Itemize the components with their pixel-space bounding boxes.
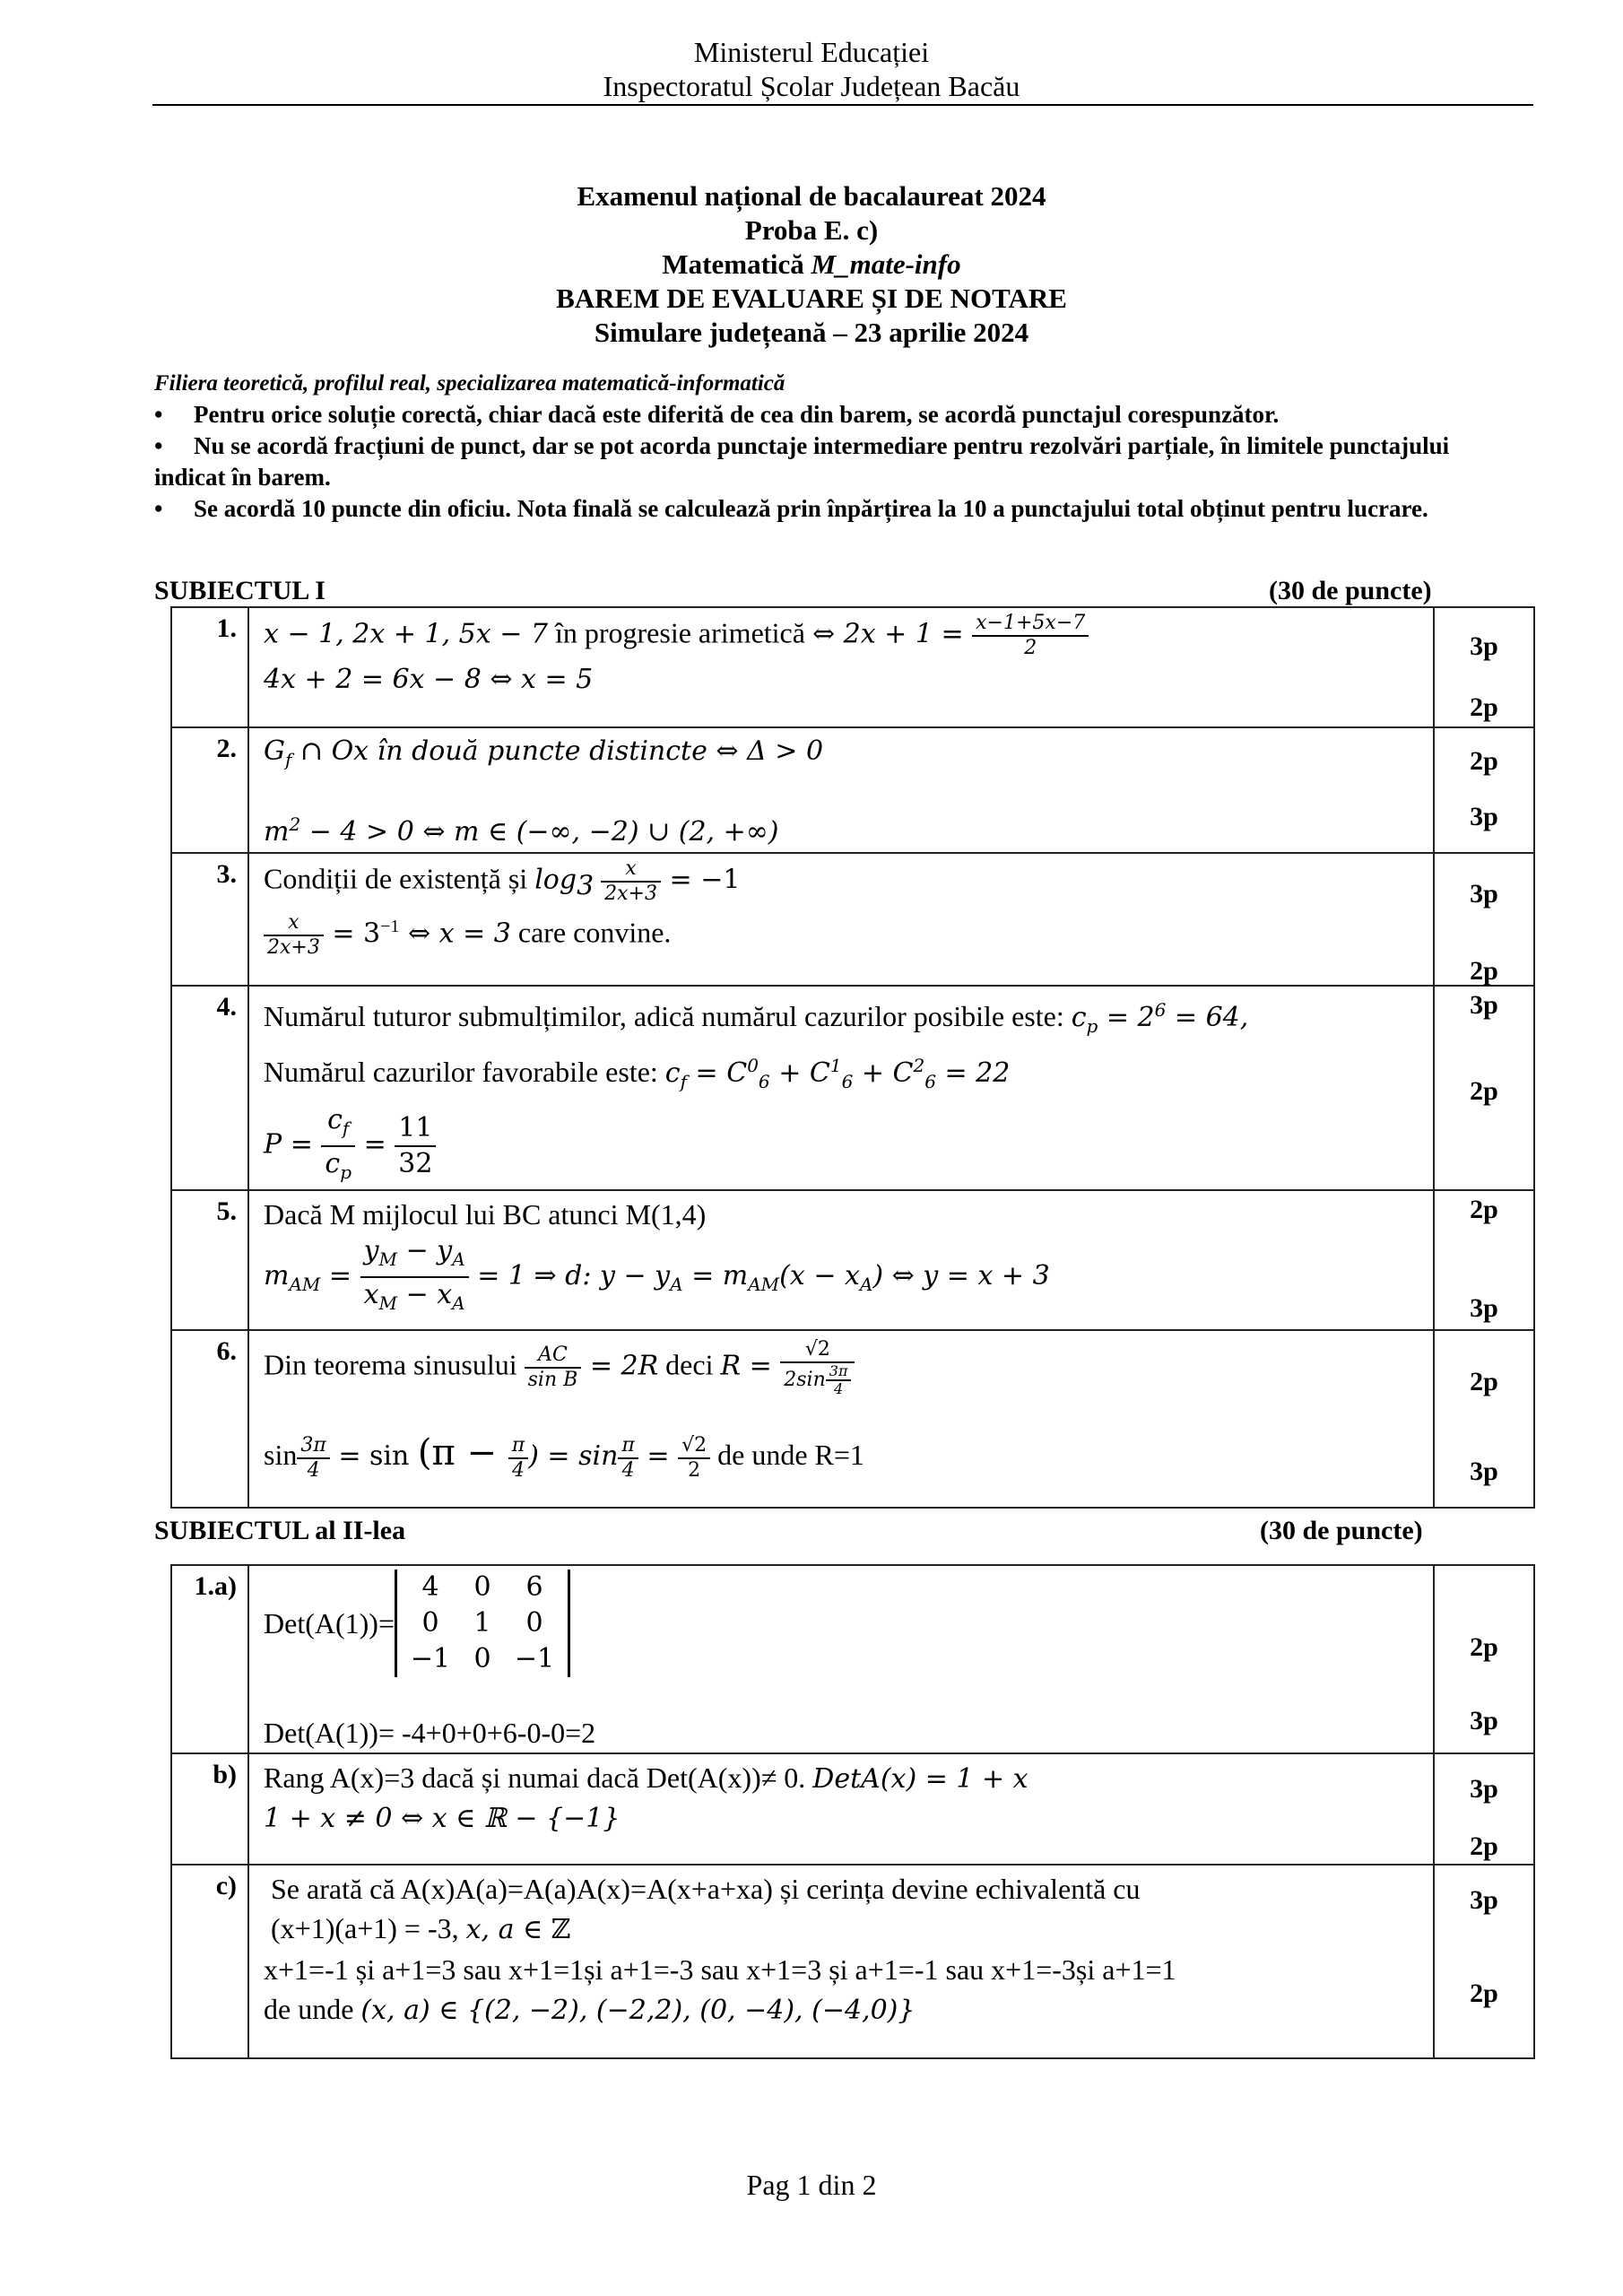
matrix-cell: 6 — [525, 1571, 543, 1603]
points-value: 2p — [1470, 1831, 1498, 1861]
bullet-1: • Pentru orice soluție corectă, chiar dacă este diferită de cea din barem, se acordă punctajul corespunzător. — [154, 401, 1280, 428]
item-number: 6. — [171, 1330, 248, 1508]
page-number: Pag 1 din 2 — [746, 2169, 877, 2201]
item-content: $G_f$ ∩ Ox în două puncte distincte ⇔ Δ > 0 $m^2 - 4 > 0$ ⇔ m ∈ (−∞, −2) ∪ (2, +∞) — [248, 727, 1434, 853]
item-number: 5. — [171, 1190, 248, 1330]
fraction: √2 2sin $\frac{3\pi}{4}$ — [780, 1338, 855, 1397]
bullet-3: • Se acordă 10 puncte din oficiu. Nota finală se calculează prin înpărțirea la 10 a punctajului total obținut pentru lucrare. — [154, 495, 1428, 522]
subject1-title: SUBIECTUL I — [154, 576, 325, 605]
item-content: Se arată că A(x)A(a)=A(a)A(x)=A(x+a+xa) și cerința devine echivalentă cu (x+1)(a+1) = -3, x, a ∈ ℤ x+1=-1 și a+1=3 sau x+1=1și a+1=-3 sau x+1=3 și a+1=-1 sau x+1=-3și a+1=1 de unde (x, a) ∈ {(2, −2), (−2,2), (0, −4), (−4,0)} — [248, 1865, 1434, 2058]
subject2-title: SUBIECTUL al II-lea — [154, 1516, 406, 1545]
fraction: $\frac{√2}{2}$ — [678, 1434, 710, 1483]
item-number: 2. — [171, 727, 248, 853]
matrix-cell: −1 — [410, 1643, 451, 1674]
matrix-cell: 0 — [525, 1607, 543, 1639]
matrix-cell: 1 — [473, 1607, 491, 1639]
points-value: 2p — [1470, 1195, 1498, 1224]
points-value: 3p — [1470, 990, 1498, 1020]
table-row — [171, 1330, 1534, 1508]
points-value: 2p — [1470, 746, 1498, 776]
points-cell — [1434, 1753, 1534, 1865]
points-value: 3p — [1470, 802, 1498, 831]
item-number: 4. — [171, 986, 248, 1190]
points-value: 3p — [1470, 1457, 1498, 1486]
simulation-date: Simulare județeană – 23 aprilie 2024 — [594, 317, 1029, 348]
table-row — [171, 853, 1534, 986]
filiera-text: Filiera teoretică, profilul real, specializarea matematică-informatică — [154, 371, 785, 396]
points-cell — [1434, 1330, 1534, 1508]
points-cell — [1434, 853, 1534, 986]
points-value: 2p — [1470, 1979, 1498, 2008]
fraction: $\frac{y_M - y_A}{x_M - x_A}$ — [360, 1234, 469, 1320]
points-cell — [1434, 727, 1534, 853]
intro-block — [154, 368, 1481, 525]
subject2-points: (30 de puncte) — [1260, 1516, 1423, 1545]
item-number: b) — [171, 1753, 248, 1865]
item-content: Din teorema sinusului $\frac{AC}{\text{sin B}}$ = 2R deci R = √2 2sin $\frac{3\pi}{4}$ sin $\frac{3\pi}{4}$ = sin (π − $\frac{\pi}{4}$ ) = sin $\frac{\pi}{4}$ = $\frac{√2}{2}$ de unde R=1 — [248, 1330, 1434, 1508]
points-cell — [1434, 1190, 1534, 1330]
header-rule — [152, 104, 1533, 106]
fraction: $\frac{AC}{\text{sin B}}$ — [525, 1344, 582, 1392]
bullet-2: • Nu se acordă fracțiuni de punct, dar se pot acorda punctaje intermediare pentru rezolvări parțiale, în limitele punctajului indicat în barem. — [154, 432, 1450, 491]
exam-subject: Matematică M_mate-info — [662, 248, 961, 280]
matrix-cell: −1 — [514, 1643, 555, 1674]
fraction: $\frac{11}{32}$ — [395, 1111, 436, 1181]
item-content: Condiții de existență și $\log_3$ $\frac{x}{2x+3}$ = −1 $\frac{x}{2x+3}$ = $3^{-1}$ ⇔ x = 3 care convine. — [248, 853, 1434, 986]
points-value: 3p — [1470, 631, 1498, 661]
exam-title: Examenul național de bacalaureat 2024 — [577, 180, 1046, 212]
ministry-name: Ministerul Educației — [693, 36, 930, 68]
points-value: 3p — [1470, 879, 1498, 909]
item-number: 1.a) — [171, 1565, 248, 1753]
table-row — [171, 727, 1534, 853]
subject1-table — [170, 606, 1535, 1509]
table-row — [171, 607, 1534, 727]
item-number: c) — [171, 1865, 248, 2058]
fraction: $\frac{x-1+5x-7}{2}$ — [972, 612, 1089, 660]
item-number: 1. — [171, 607, 248, 727]
points-value: 3p — [1470, 1706, 1498, 1735]
points-value: 2p — [1470, 1367, 1498, 1396]
points-value: 3p — [1470, 1293, 1498, 1323]
fraction: $\frac{3\pi}{4}$ — [297, 1434, 329, 1483]
item-number: 3. — [171, 853, 248, 986]
matrix-cell: 4 — [421, 1571, 439, 1603]
exam-probe: Proba E. c) — [744, 214, 879, 246]
matrix-cell: 0 — [421, 1607, 439, 1639]
fraction: $\frac{c_f}{c_p}$ — [321, 1103, 355, 1189]
points-cell — [1434, 1865, 1534, 2058]
table-row — [171, 1753, 1534, 1865]
points-value: 3p — [1470, 1774, 1498, 1804]
points-cell — [1434, 986, 1534, 1190]
item-content: Dacă M mijlocul lui BC atunci M(1,4) $m_{AM}$ = $\frac{y_M - y_A}{x_M - x_A}$ = 1 ⇒ d: $y - y_A = m_{AM}(x - x_A)$ ⇔ y = x + 3 — [248, 1190, 1434, 1330]
determinant-matrix — [395, 1570, 570, 1677]
subject2-table — [170, 1564, 1535, 2059]
matrix-cell: 0 — [473, 1571, 491, 1603]
table-row — [171, 1190, 1534, 1330]
fraction: $\frac{x}{2x+3}$ — [264, 911, 324, 960]
matrix-cell: 0 — [473, 1643, 491, 1674]
points-value: 2p — [1470, 956, 1498, 986]
fraction: $\frac{\pi}{4}$ — [508, 1434, 528, 1483]
table-row — [171, 1865, 1534, 2058]
inspectorate-name: Inspectoratul Școlar Județean Bacău — [603, 70, 1020, 102]
barem-title: BAREM DE EVALUARE ȘI DE NOTARE — [556, 283, 1067, 314]
item-content: x − 1, 2x + 1, 5x − 7 în progresie arimetică ⇔ 2x + 1 = $\frac{x-1+5x-7}{2}$ 4x + 2 = 6x − 8 ⇔ x = 5 — [248, 607, 1434, 727]
points-value: 3p — [1470, 1885, 1498, 1915]
item-content: Det(A(1))= 4 0 6 0 1 0 −1 0 −1 Det(A(1))= -4+0+0+6-0-0=2 — [248, 1565, 1434, 1753]
fraction: $\frac{x}{2x+3}$ — [601, 857, 661, 906]
table-row — [171, 1565, 1534, 1753]
points-value: 2p — [1470, 1632, 1498, 1662]
points-value: 2p — [1470, 1076, 1498, 1106]
item-content: Rang A(x)=3 dacă și numai dacă Det(A(x))≠ 0. DetA(x) = 1 + x 1 + x ≠ 0 ⇔ x ∈ ℝ − {−1} — [248, 1753, 1434, 1865]
fraction: $\frac{\pi}{4}$ — [618, 1434, 638, 1483]
points-value: 2p — [1470, 692, 1498, 722]
points-cell — [1434, 1565, 1534, 1753]
points-cell — [1434, 607, 1534, 727]
table-row — [171, 986, 1534, 1190]
item-content: Numărul tuturor submulțimilor, adică numărul cazurilor posibile este: $c_p = 2^6 = 64$, Numărul cazurilor favorabile este: $c_f = C^0_6 + C^1_6 + C^2_6 = 22$ P = $\frac{c_f}{c_p}$ = $\frac{11}{32}$ — [248, 986, 1434, 1190]
subject1-points: (30 de puncte) — [1269, 576, 1432, 605]
